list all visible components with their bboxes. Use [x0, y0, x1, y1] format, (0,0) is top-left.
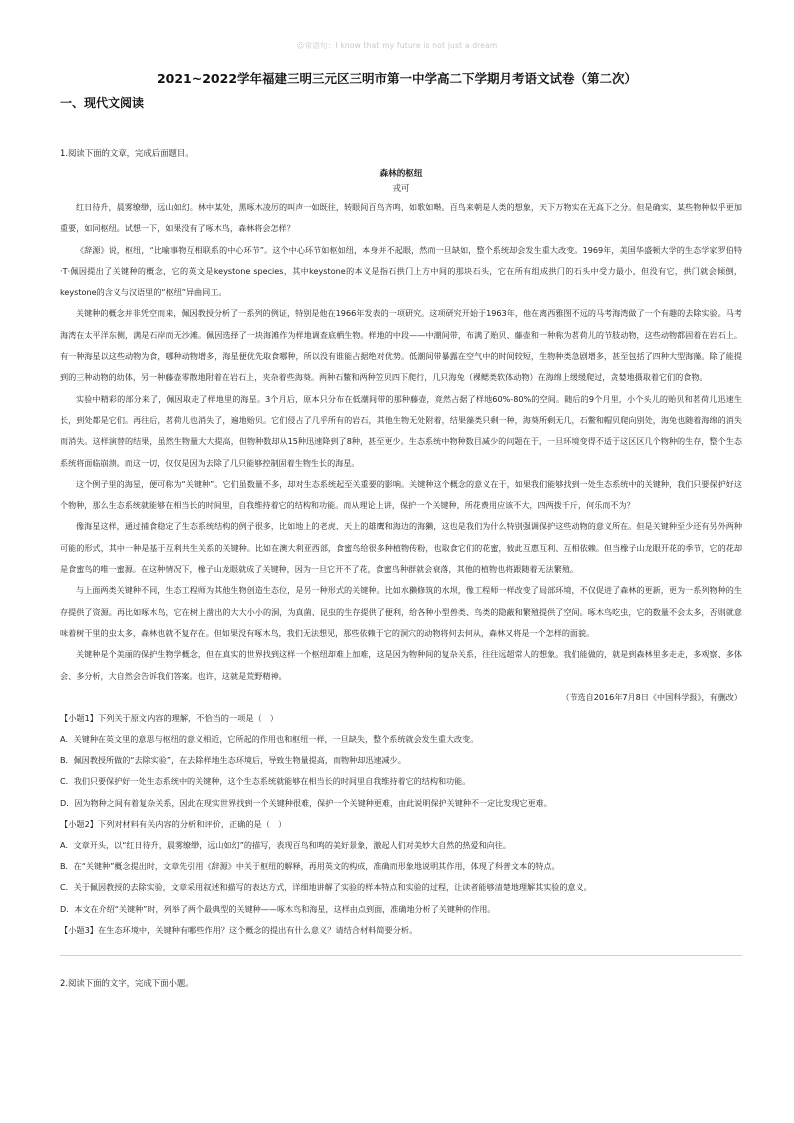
option-d[interactable]: D．因为物种之间有着复杂关系，因此在现实世界找到一个关键种很难，保护一个关键种更难，由此说明保护关键种不一定比发现它更难。 — [60, 797, 552, 808]
option-c[interactable]: C．我们只要保护好一处生态系统中的关键种，这个生态系统就能够在相当长的时间里自我维持着它的结构和功能。 — [60, 776, 471, 787]
option-a[interactable]: A．文章开头，以“红日待升，晨雾缭缈，远山如幻”的描写，表现百鸟和鸣的美好景象，激起人们对美妙大自然的热爱和向往。 — [60, 840, 511, 851]
option-b[interactable]: B．在“关键种”概念提出时，文章先引用《辞源》中关于枢纽的解释，再用英文的构成，准确而形象地说明其作用，体现了科普文本的特点。 — [60, 861, 560, 872]
question-1-intro: 1.阅读下面的文章，完成后面题目。 — [60, 148, 194, 158]
article-title: 森林的枢纽 — [379, 169, 423, 179]
option-d[interactable]: D．本文在介绍“关键种”时，列举了两个最典型的关键种——啄木鸟和海星，这样由点到面，准确地分析了关键种的作用。 — [60, 903, 496, 914]
sub-question-1: 【小题1】下列关于原文内容的理解，不恰当的一项是（ ） — [60, 712, 279, 723]
article-paragraph: 与上面两类关键种不同，生态工程师为其他生物创造生态位，是另一种形式的关键种。比如水獭修筑的水坝，像工程师一样改变了局部环境，不仅促进了森林的更新，更为一系列物种的生存提供了资源。再比如啄木鸟，它在树上凿出的大大小小的洞，为真菌、昆虫的生存提供了便利，给各种小型兽类、鸟类的隐蔽和繁殖提供了空间。啄木鸟吃虫，它的数量不会太多，否则就意味着树干里的虫太多，森林也就不复存在。但如果没有啄木鸟，我们无法想见，那些依赖于它的洞穴的动物将何去何从，森林又将是一个怎样的面貌。 — [60, 585, 742, 638]
article-source: （节选自2016年7月8日《中国科学报》，有删改） — [561, 691, 742, 702]
sub-question-2: 【小题2】下列对材料有关内容的分析和评价，正确的是（ ） — [60, 818, 287, 829]
article-paragraph: 红日待升，晨雾缭缈，远山如幻。林中某处，黑啄木凌厉的叫声一如既往，转眼间百鸟齐鸣，如歌如啭。百鸟来朝是人类的想象，天下万物实在无高下之分。但是确实，某些物种似乎更加重要，如同枢纽。试想一下，如果没有了啄木鸟，森林将会怎样？ — [60, 202, 742, 234]
article-author: 戎可 — [392, 183, 410, 193]
exam-title: 2021~2022学年福建三明三元区三明市第一中学高二下学期月考语文试卷（第二次） — [156, 71, 638, 86]
option-b[interactable]: B．佩因教授所做的“去除实验”，在去除样地生态环境后，导致生物量提高，而物种却迅速减少。 — [60, 755, 406, 766]
divider — [60, 955, 742, 956]
article-paragraph: 这个例子里的海星，便可称为“关键种”。它们虽数量不多，却对生态系统起至关重要的影响。关键种这个概念的意义在于，如果我们能够找到一处生态系统中的关键种，我们只要保护好这个物种，那么生态系统就能够在相当长的时间里，自我维持着它的结构和功能。而从理论上讲，保护一个关键种，所花费用应该不大，四两拨千斤，何乐而不为？ — [60, 478, 742, 511]
section-heading: 一、现代文阅读 — [60, 96, 145, 110]
article-paragraph: 关键种是个美丽的保护生物学概念，但在真实的世界找到这样一个枢纽却难上加难，这是因为物种间的复杂关系，往往远超常人的想象。我们能做的，就是到森林里多走走，多观察、多体会、多分析，大自然会告诉我们答案。也许，这就是荒野精神。 — [60, 649, 742, 681]
content-area — [60, 146, 742, 990]
option-c[interactable]: C．关于佩因教授的去除实验，文章采用叙述和描写的表达方式，详细地讲解了实验的样本特点和实验的过程，让读者能够清楚地理解其实验的意义。 — [60, 882, 592, 893]
option-a[interactable]: A．关键种在英文里的意思与枢纽的意义相近，它所起的作用也和枢纽一样，一旦缺失，整个系统就会发生重大改变。 — [60, 734, 479, 745]
article-paragraph: 实验中精彩的部分来了，佩因取走了样地里的海星。3个月后，原本只分布在低潮间带的那种藤壶，竟然占据了样地60%-80%的空间。随后的9个月里，小个头儿的贻贝和茗荷儿迅速生长，到处都是它们。再往后，茗荷儿也消失了，遍地贻贝。它们侵占了几乎所有的岩石，其他生物无处附着，结果藻类只剩一种，海葵所剩无几，石鳖和帽贝爬向别处，海兔也随着海绵的消失而消失。这样演替的结果，虽然生物量大大提高，但物种数却从15种迅速降到了8种，甚至更少。生态系统中物种数目减少的问题在于，一旦环境变得不适于这区区几个物种的生存，整个生态系统将面临崩溃。而这一切，仅仅是因为去除了几只能够控制固着生物生长的海星。 — [60, 393, 742, 468]
question-2-intro: 2.阅读下面的文字，完成下面小题。 — [60, 978, 194, 989]
watermark: ☺常语句：I know that my future is not just a dream — [296, 41, 498, 50]
sub-question-3: 【小题3】在生态环境中，关键种有哪些作用？这个概念的提出有什么意义？请结合材料简要分析。 — [60, 924, 418, 935]
article-paragraph: 关键种的概念并非凭空而来，佩因教授分析了一系列的例证，特别是他在1966年发表的一项研究。这项研究开始于1963年，他在离西雅图不远的马考海湾做了一个有趣的去除实验。马考海湾在太平洋东侧，满是石岸而无沙滩。佩因选择了一块海滩作为样地调查底栖生物。样地的中段——中潮间带，布满了贻贝、藤壶和一种称为茗荷儿的节肢动物，这些动物都固着在岩石上。有一种海星以这些动物为食，哪种动物增多，海星便优先取食哪种，所以没有谁能占据绝对优势。低潮间带暴露在空气中的时间较短，生物种类急剧增多，甚至包括了四种大型海藻。除了能提到的三种动物的幼体，另一种藤壶零散地附着在岩石上，夹杂着些海葵。两种石鳖和两种笠贝四下爬行，几只海兔（裸鳃类软体动物）在海绵上缓缓爬过，贪婪地摄取着它们的食物。 — [60, 308, 742, 383]
article-paragraph: 《辞源》说，枢纽，“比喻事物互相联系的中心环节”。这个中心环节如枢如纽，本身并不起眼，然而一旦缺如，整个系统却会发生重大改变。1969年，美国华盛顿大学的生态学家罗伯特·T·佩因提出了关键种的概念，它的英文是keystone species，其中keystone的本义是指石拱门上方中间的那块石头，它在所有组成拱门的石头中受力最小，但没有它，拱门就会倾倒，keystone的含义与汉语里的“枢纽”异曲同工。 — [60, 244, 742, 298]
article-paragraph: 像海星这样，通过捕食稳定了生态系统结构的例子很多，比如地上的老虎、天上的雄鹰和海边的海獭，这也是我们为什么特别强调保护这些动物的意义所在。但是关键种至少还有另外两种可能的形式，其中一种是基于互利共生关系的关键种。比如在澳大利亚西部，食蜜鸟给很多种植物传粉，也取食它们的花蜜，彼此互惠互利、互相依赖。但当橡子山龙眼开花的季节，它的花却是食蜜鸟的唯一蜜源。在这种情况下，橡子山龙眼就成了关键种，因为一旦它开不了花，食蜜鸟种群就会衰落，其他的植物也将跟随着无法繁殖。 — [60, 521, 742, 575]
